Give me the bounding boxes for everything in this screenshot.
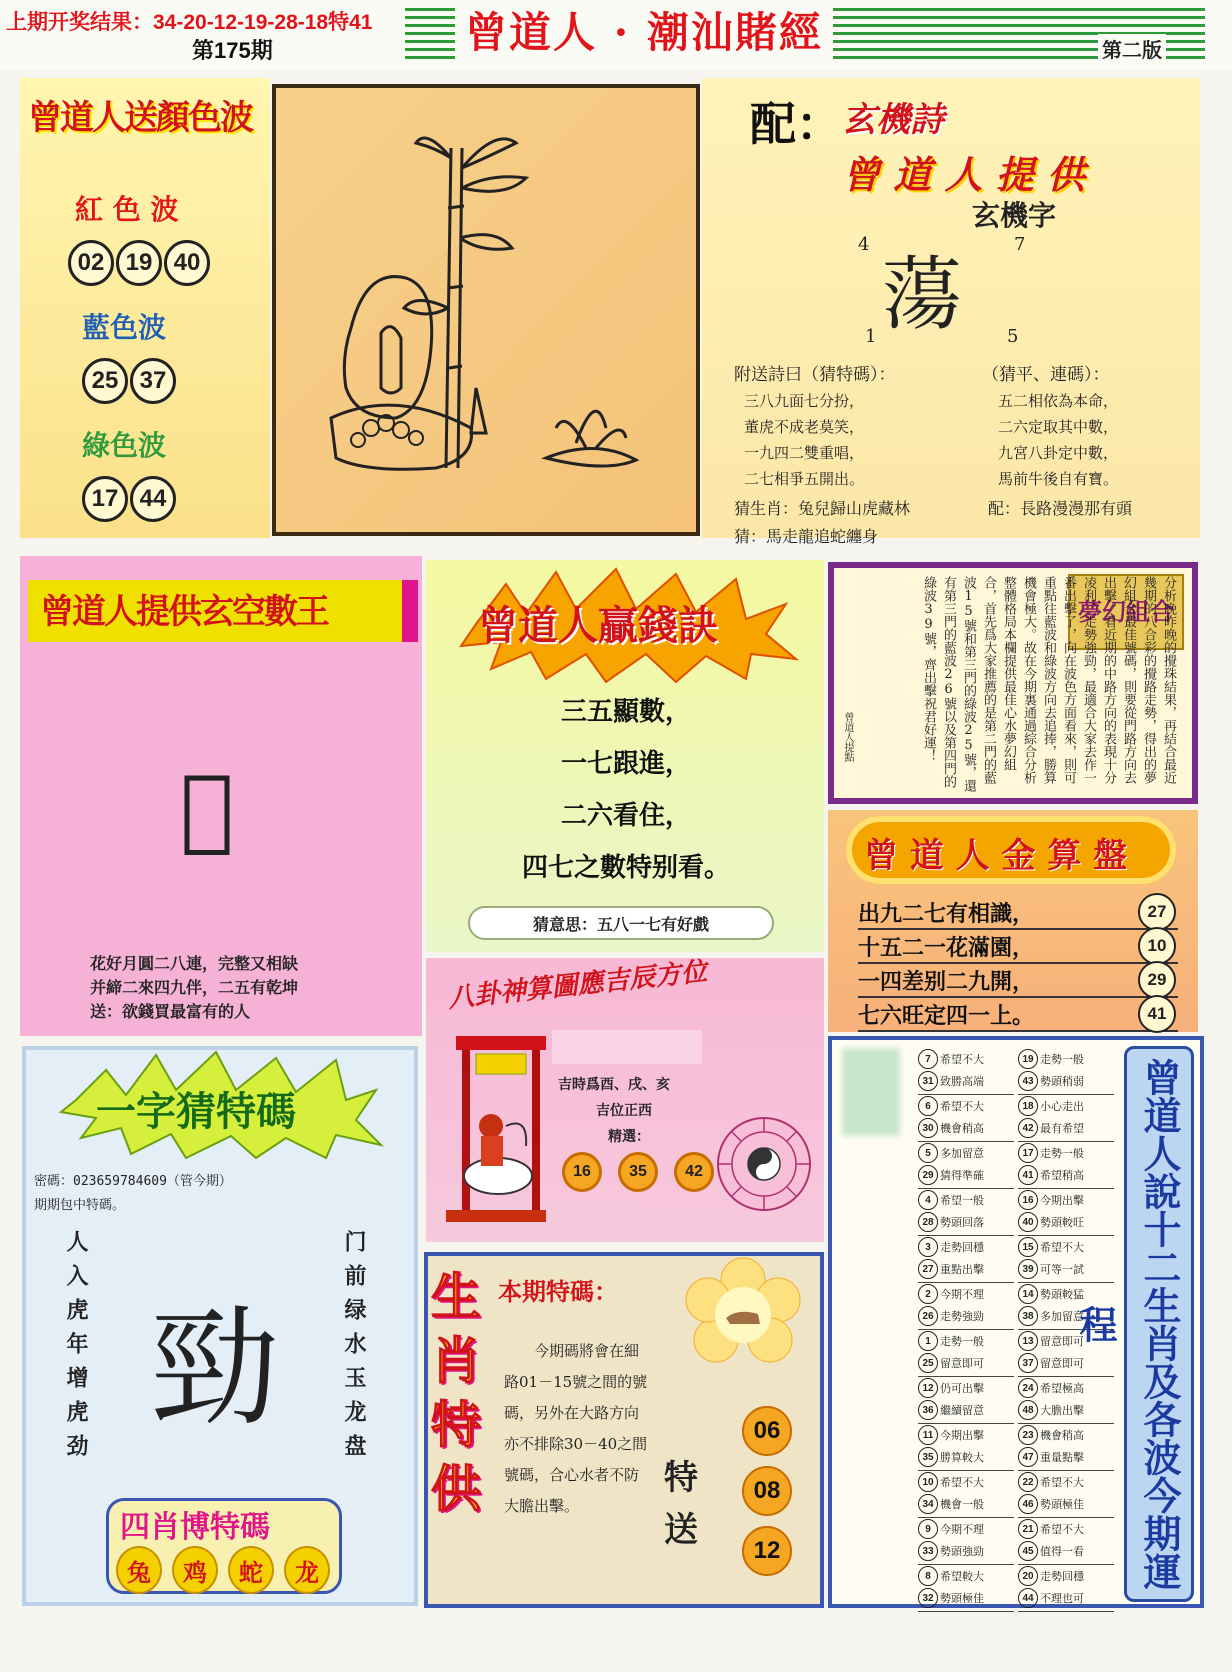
abacus-title: 曾 道 人 金 算 盤	[864, 836, 1128, 876]
entry-num1: 9	[918, 1519, 938, 1539]
entry-num2: 39	[1018, 1259, 1038, 1279]
entry-num2: 31	[918, 1071, 938, 1091]
twelve-entry	[1018, 1565, 1114, 1612]
entry-num1: 24	[1018, 1378, 1038, 1398]
twelve-entry	[1018, 1518, 1114, 1565]
entry-text1: 走勢一般	[940, 1335, 984, 1348]
entry-num1: 3	[918, 1237, 938, 1257]
dream-text: 分析晚昨晚的攪珠結果，再結合最近幾期的八合彩的攪路走勢，得出的夢幻組合最佳號碼，則要從門路方向去出擊，看近期的中路方向的表現十分凌利，走勢強勁，最適合大家去作一番出擊了，向在波色方面看來，則可重點往藍波和綠波方向去追捧，勝算機會極大。故在今期裏通過綜合分析整體格局本欄提供最佳心水夢幻組合，首先爲大家推薦的是第二門的藍波15號和第三門的綠波25號，還有第三門的藍波26號以及第四門的綠波39號，齊出擊祝君好運！	[921, 576, 1176, 792]
entry-text2: 重點出擊	[940, 1263, 984, 1276]
guess-zodiac: 猜生肖：兔兒歸山虎藏林	[734, 499, 911, 518]
dream-panel	[828, 562, 1198, 804]
red-wave-label: 紅 色 波	[75, 193, 179, 226]
entry-num2: 25	[918, 1353, 938, 1373]
entry-text2: 不理也可	[1040, 1592, 1084, 1605]
entry-text2: 勢頭較旺	[1040, 1216, 1084, 1229]
entry-text2: 勢頭極佳	[940, 1592, 984, 1605]
dream-sign: 曾道人提點	[842, 712, 853, 762]
twelve-entry	[918, 1330, 1014, 1377]
right-vertical-text: 门前绿水玉龙盘	[341, 1230, 367, 1468]
bagua-time: 吉時爲酉、戌、亥	[558, 1077, 670, 1093]
twelve-panel	[828, 1036, 1204, 1608]
entry-text2: 勢頭稍弱	[1040, 1075, 1084, 1088]
text-line: 董虎不成老莫笑，	[744, 418, 865, 436]
twelve-entry	[1018, 1189, 1114, 1236]
number-ball: 17	[82, 476, 128, 522]
twelve-entry	[1018, 1424, 1114, 1471]
number-ball: 19	[116, 240, 162, 286]
xuankong-title: 曾道人提供玄空數王	[40, 592, 328, 632]
entry-num2: 41	[1018, 1165, 1038, 1185]
twelve-entry	[918, 1236, 1014, 1283]
twelve-entry	[918, 1565, 1014, 1612]
entry-text2: 繼續留意	[940, 1404, 984, 1417]
zodiac-egg: 蛇	[228, 1546, 274, 1594]
entry-text2: 可等一試	[1040, 1263, 1084, 1276]
zodiac-head: 本期特碼：	[498, 1277, 618, 1306]
entry-num2: 28	[918, 1212, 938, 1232]
entry-text1: 今期不理	[940, 1288, 984, 1301]
twelve-entry	[918, 1142, 1014, 1189]
special-number: 06	[742, 1406, 792, 1456]
entry-num1: 2	[918, 1284, 938, 1304]
entry-num2: 42	[1018, 1118, 1038, 1138]
twelve-entry	[1018, 1236, 1114, 1283]
entry-num2: 45	[1018, 1541, 1038, 1561]
twelve-entry	[918, 1377, 1014, 1424]
poem-left-lines	[744, 388, 864, 492]
pei-label: 配：	[750, 97, 842, 151]
twelve-entry	[918, 1283, 1014, 1330]
green-wave-numbers	[82, 476, 178, 522]
entry-num2: 40	[1018, 1212, 1038, 1232]
guess2-line: 猜：馬走龍追蛇纏身	[734, 527, 879, 546]
color-wave-title: 曾道人送顏色波	[28, 98, 252, 138]
text-line: 一七跟進，	[560, 749, 691, 779]
entry-text2: 值得一看	[1040, 1545, 1084, 1558]
four-zodiac-title: 四肖博特碼	[120, 1510, 270, 1545]
abacus-row-text: 七六旺定四一上。	[858, 1002, 1035, 1029]
bagua-wheel-icon	[714, 1114, 814, 1214]
entry-text2: 機會稍高	[940, 1122, 984, 1135]
entry-text1: 希望不大	[940, 1100, 984, 1113]
entry-text1: 希望較大	[940, 1570, 984, 1583]
text-line: 馬前牛後自有寶。	[998, 470, 1119, 488]
header-bar	[0, 0, 1232, 70]
entry-num1: 5	[918, 1143, 938, 1163]
left-vertical-text: 人入虎年增虎劲	[63, 1230, 89, 1468]
abacus-row-number: 27	[1138, 893, 1176, 931]
green-wave-label: 綠色波	[82, 429, 167, 462]
entry-num1: 23	[1018, 1425, 1038, 1445]
entry-text2: 最有希望	[1040, 1122, 1084, 1135]
poem-right-head: （猜平、連碼）：	[982, 365, 1110, 385]
color-wave-panel	[20, 78, 270, 538]
corner-tr: 7	[1014, 234, 1026, 255]
entry-num1: 22	[1018, 1472, 1038, 1492]
twelve-entry	[918, 1518, 1014, 1565]
poem-char-label: 玄機字	[972, 199, 1057, 232]
entry-num2: 29	[918, 1165, 938, 1185]
entry-text1: 今期出擊	[940, 1429, 984, 1442]
entry-text1: 希望不大	[1040, 1241, 1084, 1254]
poem-provider: 曾 道 人 提 供	[842, 152, 1085, 197]
entry-num1: 8	[918, 1566, 938, 1586]
abacus-row-text: 十五二一花滿園，	[858, 934, 1035, 961]
abacus-row-text: 出九二七有相識，	[858, 900, 1035, 927]
entry-num1: 6	[918, 1096, 938, 1116]
text-line: 一九四二雙重唱，	[744, 444, 865, 462]
zodiac-special-panel	[424, 1252, 824, 1608]
bamboo-rock-icon	[276, 88, 696, 532]
twelve-entry	[1018, 1377, 1114, 1424]
entry-num1: 18	[1018, 1096, 1038, 1116]
entry-num1: 11	[918, 1425, 938, 1445]
twelve-entry	[918, 1095, 1014, 1142]
zodiac-numbers	[742, 1406, 802, 1586]
entry-text1: 希望極高	[1040, 1382, 1084, 1395]
entry-num2: 47	[1018, 1447, 1038, 1467]
entry-text1: 走勢回穩	[1040, 1570, 1084, 1583]
entry-text2: 留意即可	[1040, 1357, 1084, 1370]
issue-number: 第175期	[192, 38, 273, 63]
text-line: 二六看住，	[560, 801, 691, 831]
entry-num2: 34	[918, 1494, 938, 1514]
bagua-panel	[426, 958, 824, 1242]
entry-num1: 16	[1018, 1190, 1038, 1210]
entry-num2: 44	[1018, 1588, 1038, 1608]
entry-text1: 希望不大	[1040, 1523, 1084, 1536]
twelve-blurred-box	[842, 1048, 900, 1136]
edition-label: 第二版	[1098, 34, 1166, 63]
twelve-entry	[918, 1189, 1014, 1236]
pei2-line: 配：長路漫漫那有頭	[988, 499, 1133, 518]
entry-text2: 勢頭極佳	[1040, 1498, 1084, 1511]
one-char-secret: 密碼：023659784609（管今期）	[34, 1174, 232, 1189]
number-ball: 02	[68, 240, 114, 286]
number-ball: 37	[130, 358, 176, 404]
bagua-title: 八卦神算圖應吉辰方位	[446, 956, 709, 1014]
twelve-entry	[1018, 1471, 1114, 1518]
text-line: 二六定取其中數，	[998, 418, 1119, 436]
special-number: 12	[742, 1526, 792, 1576]
corner-tl: 4	[858, 234, 870, 255]
entry-text1: 多加留意	[940, 1147, 984, 1160]
twelve-entry	[918, 1424, 1014, 1471]
twelve-entry	[1018, 1142, 1114, 1189]
number-ball: 35	[618, 1152, 658, 1192]
zodiac-egg: 兔	[116, 1546, 162, 1594]
one-char-main: 勁	[150, 1292, 281, 1444]
win-panel	[426, 560, 824, 952]
xuankong-lines	[90, 952, 298, 1024]
twelve-entry	[918, 1048, 1014, 1095]
last-result-text: 上期开奖结果：34-20-12-19-28-18特41	[6, 11, 373, 34]
text-line: 三五顯數，	[560, 697, 691, 727]
entry-num2: 33	[918, 1541, 938, 1561]
twelve-entry	[1018, 1048, 1114, 1095]
abacus-row-number: 29	[1138, 961, 1176, 999]
entry-num1: 12	[918, 1378, 938, 1398]
one-char-title: 一字猜特碼	[96, 1088, 296, 1135]
text-line: 并締二來四九伴，二五有乾坤	[90, 978, 299, 997]
entry-text1: 走勢一般	[1040, 1147, 1084, 1160]
win-guess: 猜意思：五八一七有好戲	[468, 906, 774, 940]
number-ball: 16	[562, 1152, 602, 1192]
xuankong-char: 𢐩	[180, 756, 235, 861]
number-ball: 44	[130, 476, 176, 522]
abacus-row-text: 一四差别二九開，	[858, 968, 1035, 995]
entry-text1: 希望不大	[1040, 1476, 1084, 1489]
abacus-row-number: 10	[1138, 927, 1176, 965]
bagua-blank-box	[552, 1030, 702, 1064]
bamboo-illustration-panel	[272, 84, 700, 536]
entry-num1: 4	[918, 1190, 938, 1210]
entry-num1: 14	[1018, 1284, 1038, 1304]
entry-text2: 走勢強勁	[940, 1310, 984, 1323]
entry-text1: 仍可出擊	[940, 1382, 984, 1395]
abacus-panel	[828, 810, 1198, 1032]
text-line: 花好月圓二八連，完整又相缺	[90, 954, 299, 973]
blue-wave-numbers	[82, 358, 178, 404]
text-line: 二七相爭五開出。	[744, 470, 865, 488]
abacus-row	[858, 930, 1178, 964]
entry-text1: 希望不大	[940, 1053, 984, 1066]
red-wave-numbers	[68, 240, 212, 286]
abacus-row	[858, 998, 1178, 1032]
entry-num2: 37	[1018, 1353, 1038, 1373]
entry-num2: 30	[918, 1118, 938, 1138]
number-ball: 25	[82, 358, 128, 404]
zodiac-egg: 鸡	[172, 1546, 218, 1594]
entry-num2: 27	[918, 1259, 938, 1279]
text-line: 五二相依為本命，	[998, 392, 1119, 410]
entry-num1: 7	[918, 1049, 938, 1069]
header-title: 曾道人 · 潮汕賭經	[455, 0, 833, 60]
entry-num2: 46	[1018, 1494, 1038, 1514]
entry-text2: 重量點擊	[1040, 1451, 1084, 1464]
entry-num2: 43	[1018, 1071, 1038, 1091]
win-lines	[466, 686, 786, 894]
text-line: 九宮八卦定中數，	[998, 444, 1119, 462]
one-char-hint: 期期包中特碼。	[34, 1198, 126, 1213]
entry-text1: 走勢一般	[1040, 1053, 1084, 1066]
blue-wave-label: 藍色波	[82, 311, 167, 344]
twelve-entry	[1018, 1095, 1114, 1142]
entry-text2: 猜得準確	[940, 1169, 984, 1182]
abacus-row	[858, 964, 1178, 998]
entry-text2: 希望稍高	[1040, 1169, 1084, 1182]
abacus-row-number: 41	[1138, 995, 1176, 1033]
zodiac-body: 今期碼將會在細路01－15號之間的號碼，另外在大路方向亦不排除30－40之間號碼，合心水者不防大膽出擊。	[504, 1342, 648, 1515]
poem-right-lines	[998, 388, 1118, 492]
entry-text1: 希望不大	[940, 1476, 984, 1489]
special-number: 08	[742, 1466, 792, 1516]
entry-num2: 36	[918, 1400, 938, 1420]
entry-num1: 19	[1018, 1049, 1038, 1069]
text-line: 四七之數特别看。	[521, 853, 730, 883]
entry-num2: 35	[918, 1447, 938, 1467]
entry-text1: 留意即可	[1040, 1335, 1084, 1348]
zodiac-egg: 龙	[284, 1546, 330, 1594]
poem-left-head: 附送詩曰（猜特碼）：	[734, 365, 896, 385]
entry-text2: 致勝高端	[940, 1075, 984, 1088]
entry-text1: 今期不理	[940, 1523, 984, 1536]
poem-title: 玄機詩	[842, 100, 944, 140]
entry-text1: 機會稍高	[1040, 1429, 1084, 1442]
zodiac-vert-title: 生肖特供	[423, 1270, 482, 1526]
twelve-left-col	[918, 1048, 1014, 1612]
poem-panel	[702, 78, 1200, 546]
entry-text1: 勢頭較猛	[1040, 1288, 1084, 1301]
entry-num2: 38	[1018, 1306, 1038, 1326]
entry-num1: 20	[1018, 1566, 1038, 1586]
archer-gate-icon	[436, 1026, 556, 1226]
entry-num1: 13	[1018, 1331, 1038, 1351]
entry-text1: 今期出擊	[1040, 1194, 1084, 1207]
text-line: 送：欲錢買最富有的人	[90, 1002, 251, 1021]
corner-br: 5	[1007, 326, 1019, 347]
bagua-picks	[562, 1152, 730, 1192]
twelve-vert-title: 曾道人說十二生肖及各波今期運程	[1124, 1046, 1194, 1602]
ox-flower-icon	[678, 1260, 808, 1370]
number-ball: 42	[674, 1152, 714, 1192]
entry-num1: 15	[1018, 1237, 1038, 1257]
win-title: 曾道人贏錢訣	[478, 602, 718, 649]
dream-badge: 夢幻組合	[1068, 574, 1184, 650]
text-line: 三八九面七分扮，	[744, 392, 865, 410]
entry-text2: 大膽出擊	[1040, 1404, 1084, 1417]
abacus-rows	[858, 896, 1178, 1032]
abacus-row	[858, 896, 1178, 930]
entry-text2: 勢頭強勁	[940, 1545, 984, 1558]
entry-text2: 機會一般	[940, 1498, 984, 1511]
number-ball: 40	[164, 240, 210, 286]
entry-num1: 10	[918, 1472, 938, 1492]
entry-text2: 勢頭回落	[940, 1216, 984, 1229]
entry-text1: 小心走出	[1040, 1100, 1084, 1113]
entry-num1: 21	[1018, 1519, 1038, 1539]
entry-num2: 26	[918, 1306, 938, 1326]
twelve-entry	[918, 1471, 1014, 1518]
four-zodiac-items	[116, 1546, 340, 1594]
entry-num1: 17	[1018, 1143, 1038, 1163]
entry-num1: 1	[918, 1331, 938, 1351]
bagua-pick-label: 精選：	[608, 1129, 650, 1145]
entry-num2: 48	[1018, 1400, 1038, 1420]
one-char-panel	[22, 1046, 418, 1606]
entry-text1: 走勢回穩	[940, 1241, 984, 1254]
corner-bl: 1	[865, 326, 877, 347]
entry-text2: 勝算較大	[940, 1451, 984, 1464]
entry-text2: 留意即可	[940, 1357, 984, 1370]
zodiac-send: 特送	[664, 1458, 698, 1550]
entry-text2: 多加留意	[1040, 1310, 1084, 1323]
main-char: 蕩	[882, 248, 962, 341]
xuankong-panel	[20, 556, 422, 1036]
entry-num2: 32	[918, 1588, 938, 1608]
bagua-direction: 吉位正西	[596, 1103, 652, 1119]
entry-text1: 希望一般	[940, 1194, 984, 1207]
